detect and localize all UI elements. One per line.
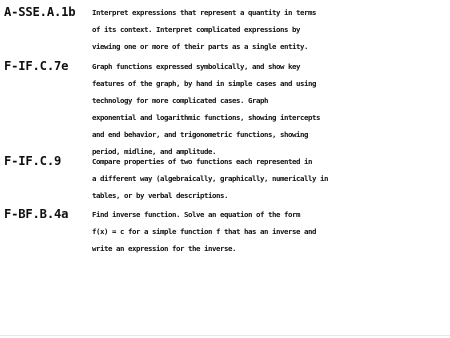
description-line: viewing one or more of their parts as a single entity. (92, 42, 308, 52)
description-line: of its context. Interpret complicated expressions by (92, 25, 300, 35)
description-line: Graph functions expressed symbolically, and show key (92, 62, 300, 71)
standard-code: F-IF.C.7e (4, 59, 69, 73)
description-line: tables, or by verbal descriptions. (92, 191, 228, 201)
standard-description (92, 4, 450, 55)
standard-description (92, 153, 450, 204)
description-line: f(x) = c for a simple function f that has an inverse and (92, 227, 316, 237)
description-line: Find inverse function. Solve an equation of the form (92, 210, 300, 219)
description-line: features of the graph, by hand in simple cases and using (92, 79, 316, 89)
description-line: write an expression for the inverse. (92, 244, 236, 254)
bottom-divider (0, 335, 450, 336)
description-line: and end behavior, and trigonometric functions, showing (92, 130, 308, 140)
description-line: Interpret expressions that represent a quantity in terms (92, 8, 316, 17)
standard-description (92, 58, 450, 161)
standard-code: F-BF.B.4a (4, 207, 69, 221)
standard-code: A-SSE.A.1b (4, 5, 76, 19)
standard-description (92, 206, 450, 257)
description-line: technology for more complicated cases. Graph (92, 96, 268, 106)
description-line: period, midline, and amplitude. (92, 147, 216, 157)
description-line: exponential and logarithmic functions, showing intercepts (92, 113, 320, 123)
description-line: Compare properties of two functions each represented in (92, 157, 312, 166)
standard-code: F-IF.C.9 (4, 154, 62, 168)
description-line: a different way (algebraically, graphically, numerically in (92, 174, 328, 184)
